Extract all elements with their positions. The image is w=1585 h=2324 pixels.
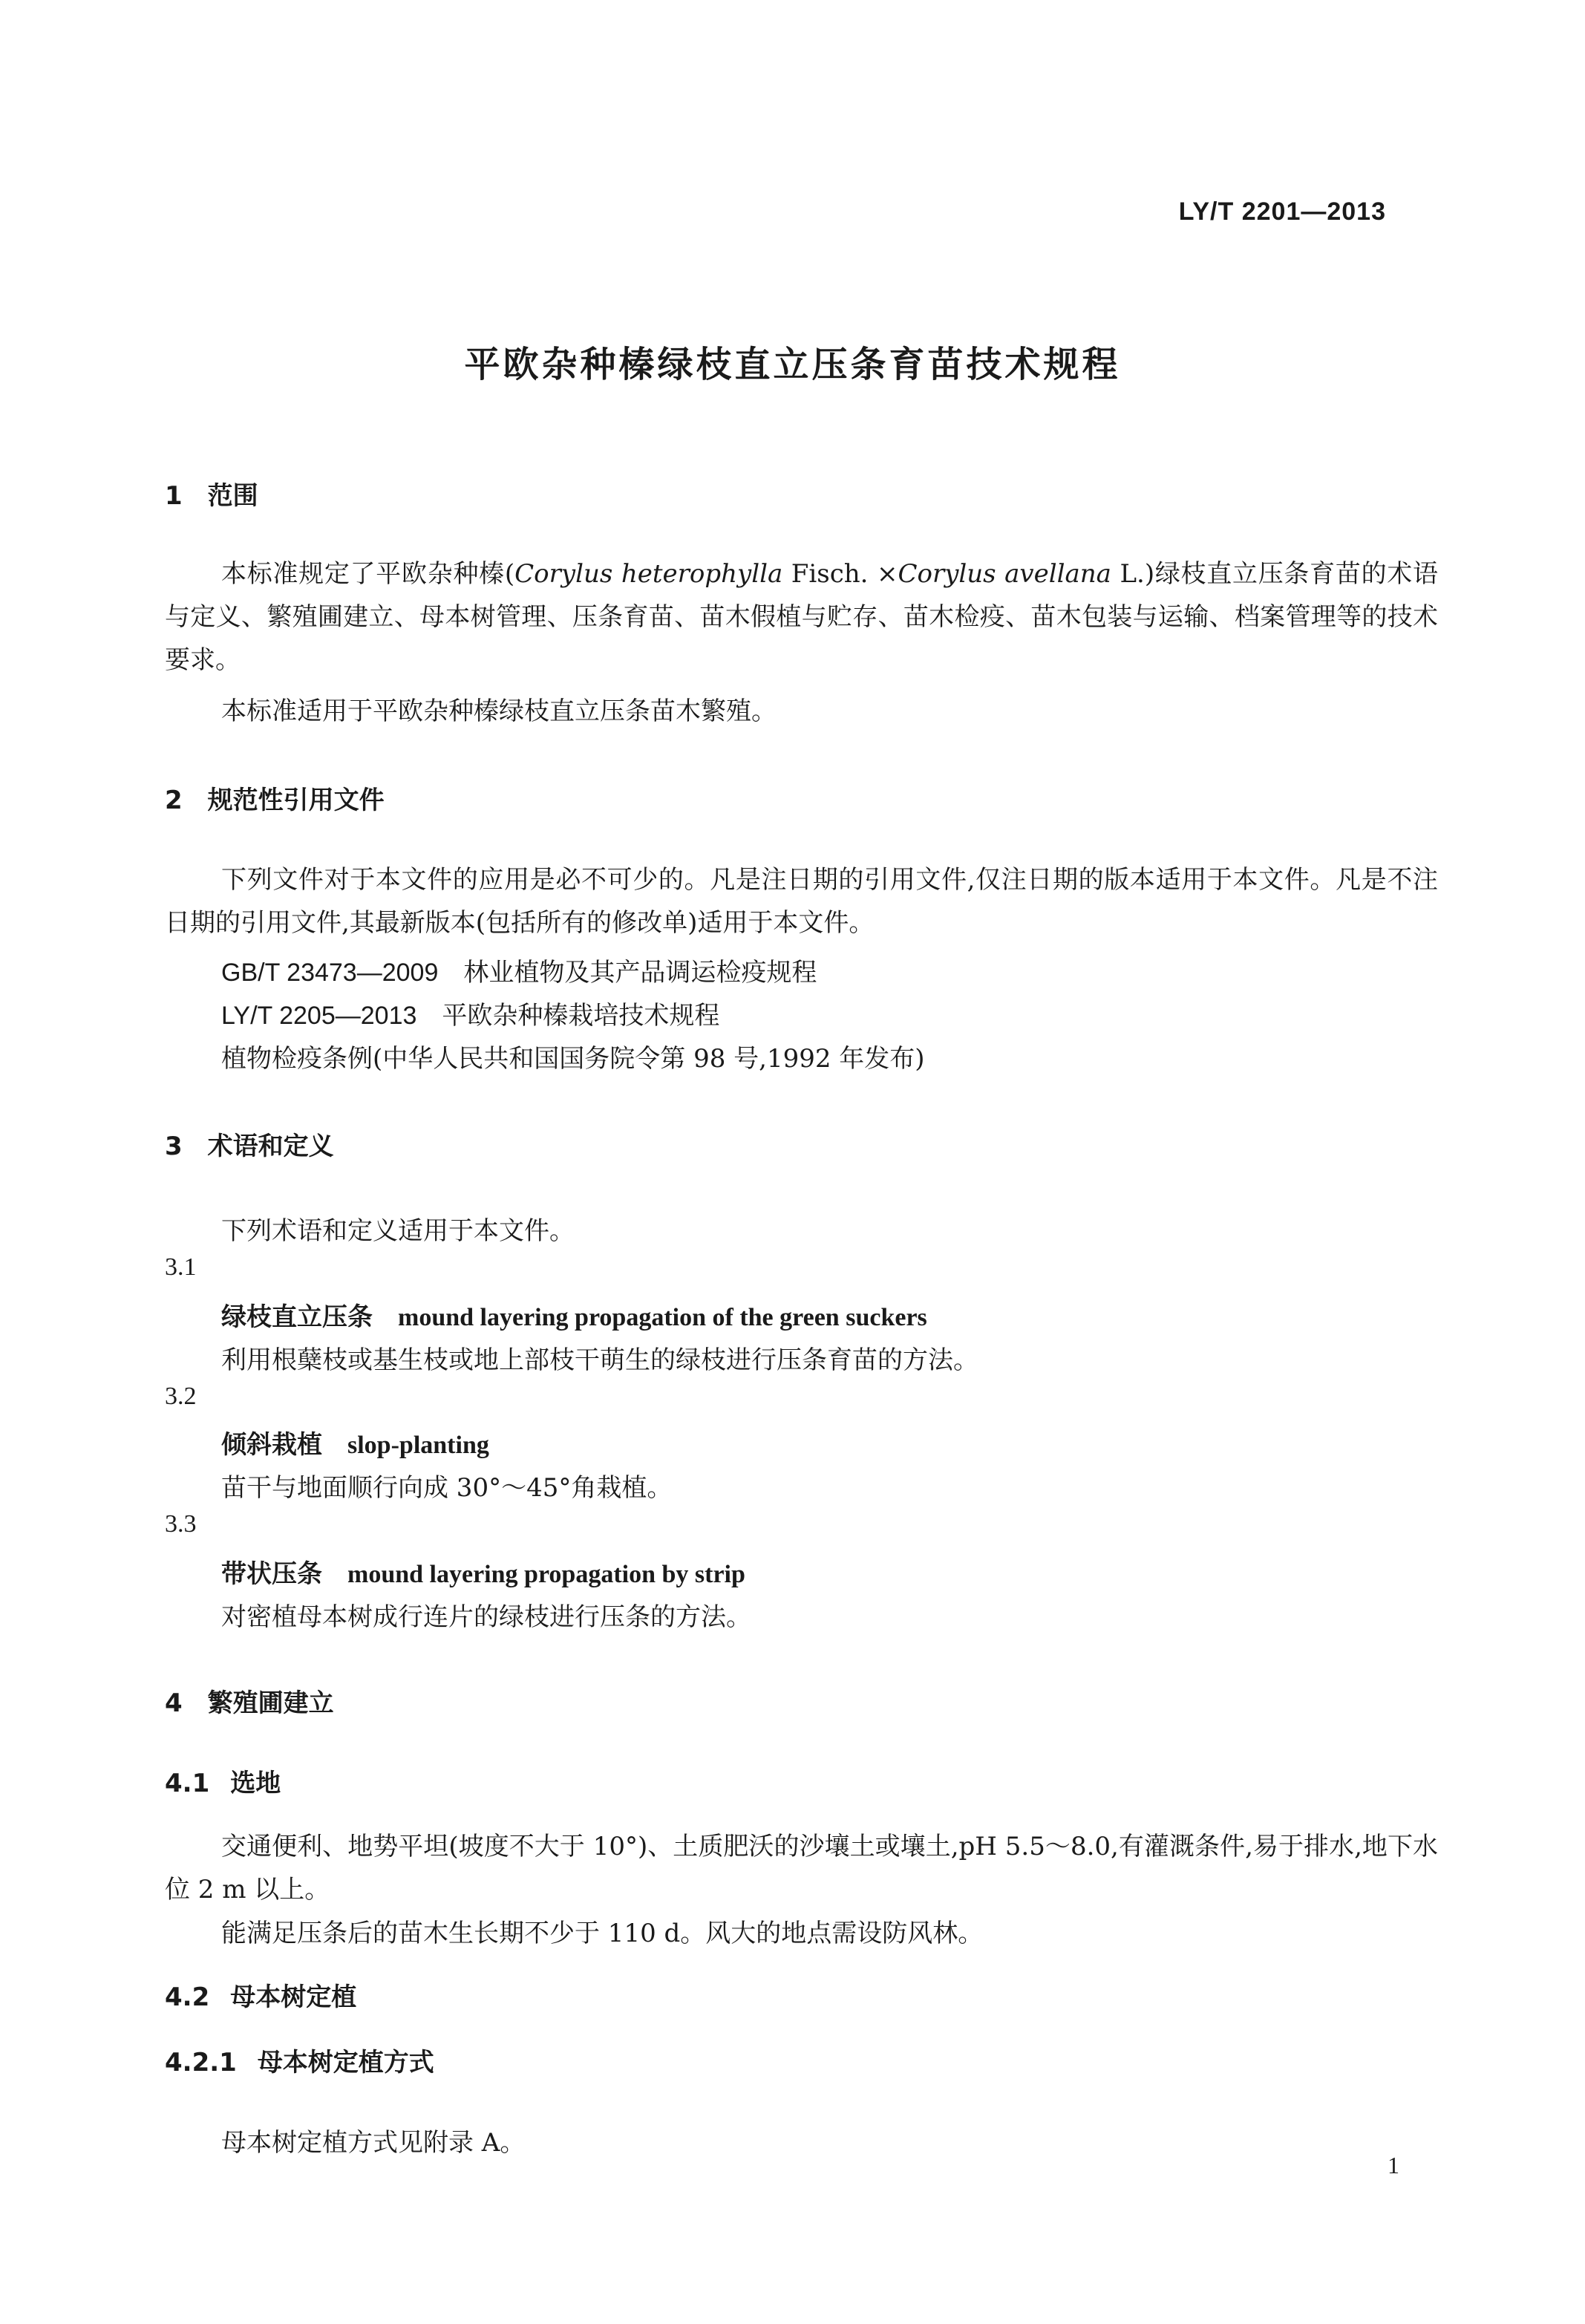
section-title: 规范性引用文件: [207, 786, 385, 815]
term-english: mound layering propagation of the green suckers: [398, 1304, 927, 1331]
term-entry: [221, 1553, 745, 1590]
section-title: 术语和定义: [207, 1132, 334, 1161]
section-number: 4.2: [165, 1982, 210, 2012]
clause-number: 3.3: [165, 1510, 197, 1538]
section-3-heading: [165, 1126, 334, 1162]
section-number: 3: [165, 1132, 183, 1161]
section-4-2-1-heading: [165, 2042, 434, 2078]
term-chinese: 倾斜栽植: [221, 1430, 322, 1460]
species-name: Corylus avellana: [898, 559, 1111, 589]
section-1-heading: [165, 475, 258, 512]
section-number: 4: [165, 1688, 183, 1718]
section-number: 1: [165, 481, 183, 511]
section-2-paragraph-1: 下列文件对于本文件的应用是必不可少的。凡是注日期的引用文件,仅注日期的版本适用于本文件。凡是不注日期的引用文件,其最新版本(包括所有的修改单)适用于本文件。: [165, 865, 1438, 938]
reference-code: GB/T 23473—2009: [221, 959, 439, 987]
clause-number: 3.1: [165, 1253, 197, 1281]
term-definition: 利用根蘖枝或基生枝或地上部枝干萌生的绿枝进行压条育苗的方法。: [221, 1345, 978, 1375]
section-4-1-heading: [165, 1763, 281, 1799]
section-2-heading: [165, 780, 385, 816]
reference-name: 平欧杂种榛栽培技术规程: [442, 1001, 720, 1031]
section-number: 4.1: [165, 1769, 210, 1798]
section-3-intro: 下列术语和定义适用于本文件。: [221, 1216, 575, 1246]
term-entry: [221, 1424, 489, 1460]
section-title: 母本树定植: [230, 1982, 357, 2012]
reference-item: [221, 995, 719, 1031]
section-4-1-paragraph-1: 交通便利、地势平坦(坡度不大于 10°)、土质肥沃的沙壤土或壤土,pH 5.5～8.0,有灌溉条件,易于排水,地下水位 2 m 以上。: [165, 1832, 1438, 1904]
document-code: LY/T 2201—2013: [1178, 198, 1386, 226]
section-4-1-paragraph-2: 能满足压条后的苗木生长期不少于 110 d。风大的地点需设防风林。: [221, 1919, 984, 1948]
term-english: mound layering propagation by strip: [347, 1561, 745, 1588]
text-run: Fisch. ×: [782, 559, 898, 589]
section-number: 2: [165, 786, 183, 815]
term-entry: [221, 1296, 927, 1333]
term-chinese: 绿枝直立压条: [221, 1302, 373, 1332]
species-name: Corylus heterophylla: [514, 559, 783, 589]
reference-name: 林业植物及其产品调运检疫规程: [463, 958, 817, 988]
page-number: 1: [1388, 2152, 1399, 2178]
section-4-2-1-paragraph-1: 母本树定植方式见附录 A。: [221, 2128, 526, 2158]
clause-number: 3.2: [165, 1383, 197, 1410]
section-title: 繁殖圃建立: [207, 1688, 334, 1718]
reference-code: LY/T 2205—2013: [221, 1002, 417, 1030]
section-4-2-heading: [165, 1977, 356, 2013]
term-english: slop-planting: [347, 1432, 489, 1459]
reference-item: [221, 952, 817, 988]
section-title: 选地: [230, 1769, 281, 1798]
text-run: L.)绿枝直立压条育苗的术语与定义、繁殖圃建立、母本树管理、压条育苗、苗木假植与贮存、苗木检疫、苗木包装与运输、档案管理等的技术要求。: [165, 559, 1439, 675]
section-number: 4.2.1: [165, 2048, 237, 2077]
section-1-paragraph-1: [165, 552, 1438, 682]
text-run: 本标准规定了平欧杂种榛(: [221, 559, 515, 589]
term-chinese: 带状压条: [221, 1559, 322, 1589]
reference-item: 植物检疫条例(中华人民共和国国务院令第 98 号,1992 年发布): [221, 1044, 925, 1074]
term-definition: 苗干与地面顺行向成 30°～45°角栽植。: [221, 1473, 673, 1503]
section-1-paragraph-2: 本标准适用于平欧杂种榛绿枝直立压条苗木繁殖。: [221, 696, 777, 726]
page-title: 平欧杂种榛绿枝直立压条育苗技术规程: [464, 344, 1121, 385]
section-title: 母本树定植方式: [257, 2048, 434, 2077]
section-4-heading: [165, 1682, 334, 1719]
term-definition: 对密植母本树成行连片的绿枝进行压条的方法。: [221, 1602, 751, 1632]
section-title: 范围: [207, 481, 258, 511]
